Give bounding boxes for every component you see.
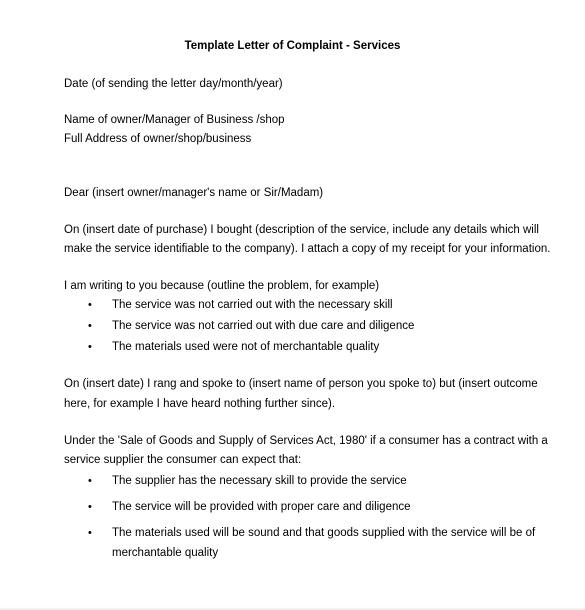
recipient-address: Full Address of owner/shop/business bbox=[64, 133, 252, 145]
bullet-icon: • bbox=[88, 299, 92, 311]
problem-item: The service was not carried out with due care and diligence bbox=[112, 320, 415, 332]
rights-item: The service will be provided with proper care and diligence bbox=[112, 501, 411, 513]
bullet-icon: • bbox=[88, 527, 92, 539]
bullet-icon: • bbox=[88, 320, 92, 332]
paragraph-call-line-2: here, for example I have heard nothing further since). bbox=[64, 398, 336, 410]
rights-item: The materials used will be sound and that goods supplied with the service will be of bbox=[112, 527, 536, 539]
bullet-icon: • bbox=[88, 475, 92, 487]
bullet-icon: • bbox=[88, 501, 92, 513]
paragraph-purchase-line-1: On (insert date of purchase) I bought (description of the service, include any details which will bbox=[64, 224, 539, 236]
problem-item: The service was not carried out with the necessary skill bbox=[112, 299, 393, 311]
bullet-icon: • bbox=[88, 341, 92, 353]
rights-item-continuation: merchantable quality bbox=[112, 547, 219, 559]
problem-item: The materials used were not of merchantable quality bbox=[112, 341, 380, 353]
paragraph-act-line-1: Under the 'Sale of Goods and Supply of Services Act, 1980' if a consumer has a contract with a bbox=[64, 435, 548, 447]
rights-item: The supplier has the necessary skill to provide the service bbox=[112, 475, 407, 487]
salutation: Dear (insert owner/manager's name or Sir/Madam) bbox=[64, 187, 324, 199]
paragraph-purchase-line-2: make the service identifiable to the company). I attach a copy of my receipt for your information. bbox=[64, 243, 551, 255]
paragraph-call-line-1: On (insert date) I rang and spoke to (insert name of person you spoke to) but (insert outcome bbox=[64, 378, 538, 390]
paragraph-act-line-2: service supplier the consumer can expect that: bbox=[64, 454, 302, 466]
letter-title: Template Letter of Complaint - Services bbox=[184, 40, 401, 52]
recipient-name: Name of owner/Manager of Business /shop bbox=[64, 114, 285, 126]
paragraph-problem-intro: I am writing to you because (outline the problem, for example) bbox=[64, 280, 380, 292]
date-line: Date (of sending the letter day/month/year) bbox=[64, 78, 283, 90]
